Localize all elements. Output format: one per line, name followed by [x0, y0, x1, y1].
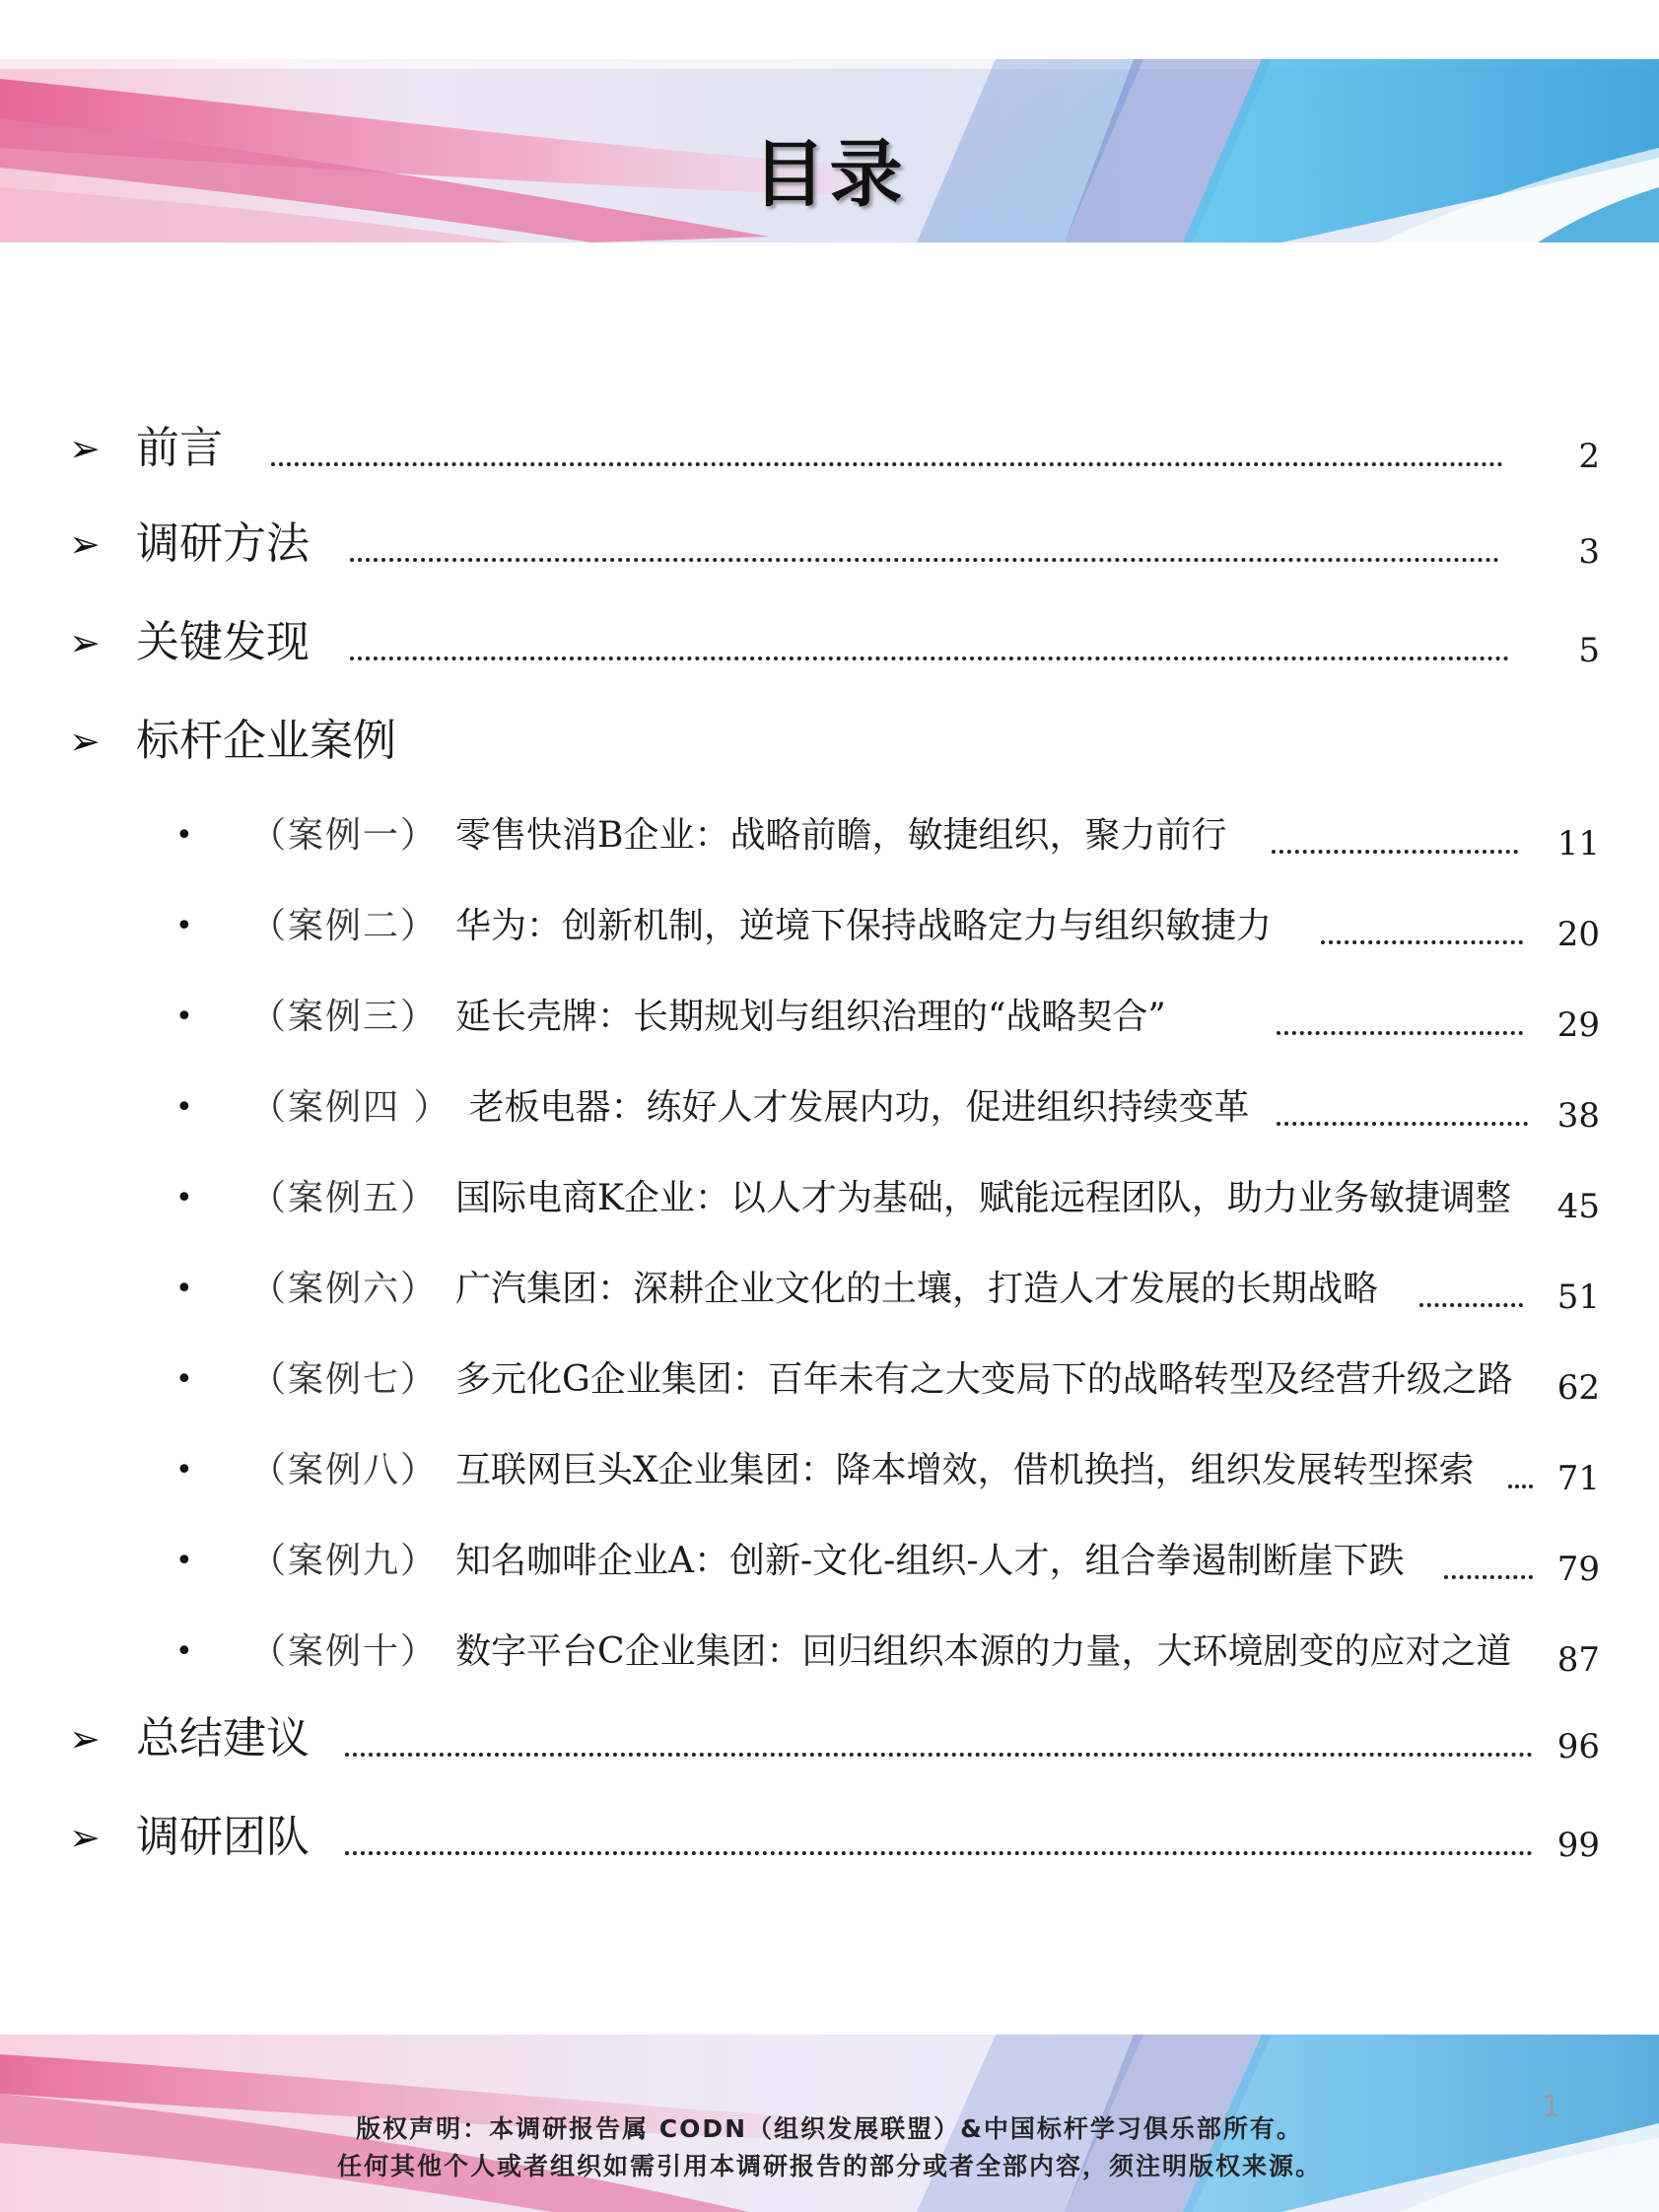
toc-item-label: 数字平台C企业集团：回归组织本源的力量，大环境剧变的应对之道	[455, 1631, 1512, 1672]
arrow-bullet-icon: ➢	[69, 522, 101, 566]
toc-item-label: 华为：创新机制，逆境下保持战略定力与组织敏捷力	[455, 906, 1273, 946]
toc-item-label: 广汽集团：深耕企业文化的土壤，打造人才发展的长期战略	[455, 1269, 1379, 1309]
toc-item-page: 96	[1556, 1727, 1600, 1766]
case-number: （案例四 ）	[250, 1087, 451, 1128]
toc-item-case-6[interactable]	[0, 1250, 1659, 1329]
bullet-icon: •	[175, 1272, 193, 1306]
dot-leader	[345, 1753, 1533, 1757]
bullet-icon: •	[175, 1000, 193, 1034]
arrow-bullet-icon: ➢	[69, 1717, 101, 1761]
toc-item-label: 互联网巨头X企业集团：降本增效，借机换挡，组织发展转型探索	[455, 1450, 1475, 1490]
toc-item-summary[interactable]	[0, 1699, 1659, 1778]
toc-item-page: 2	[1578, 437, 1600, 476]
dot-leader	[271, 462, 1503, 466]
toc-item-benchmark-cases[interactable]	[0, 702, 1659, 781]
dot-leader	[345, 1851, 1533, 1855]
toc-item-page: 71	[1556, 1459, 1600, 1498]
toc-item-label: 关键发现	[136, 617, 310, 667]
toc-item-label: 多元化G企业集团：百年未有之大变局下的战略转型及经营升级之路	[455, 1359, 1513, 1400]
case-number: （案例一）	[250, 815, 439, 856]
case-number: （案例九）	[250, 1541, 439, 1581]
dot-leader	[1272, 850, 1518, 854]
dot-leader	[1277, 1031, 1523, 1035]
toc-item-label: 国际电商K企业：以人才为基础，赋能远程团队，助力业务敏捷调整	[455, 1178, 1511, 1218]
bullet-icon: •	[175, 1634, 193, 1669]
toc-item-label: 老板电器：练好人才发展内功，促进组织持续变革	[468, 1087, 1250, 1128]
toc-item-page: 62	[1556, 1368, 1600, 1408]
toc-item-case-9[interactable]	[0, 1522, 1659, 1601]
toc-item-page: 29	[1556, 1005, 1600, 1045]
toc-item-page: 5	[1578, 631, 1600, 670]
case-number: （案例三）	[250, 997, 439, 1037]
bullet-icon: •	[175, 909, 193, 943]
dot-leader	[1321, 940, 1523, 944]
bullet-icon: •	[175, 1544, 193, 1578]
page-title: 目录	[752, 132, 907, 217]
toc-item-label: 调研团队	[136, 1812, 310, 1862]
toc-item-page: 87	[1556, 1640, 1600, 1680]
bullet-icon: •	[175, 1362, 193, 1397]
toc-item-label: 零售快消B企业：战略前瞻，敏捷组织，聚力前行	[455, 815, 1227, 856]
case-number: （案例八）	[250, 1450, 439, 1490]
toc-item-page: 79	[1556, 1550, 1600, 1589]
copyright-notice-line1: 版权声明：本调研报告属 CODN（组织发展联盟）&中国标杆学习俱乐部所有。	[356, 2114, 1303, 2143]
toc-item-case-8[interactable]	[0, 1431, 1659, 1510]
toc-item-case-1[interactable]	[0, 796, 1659, 875]
toc-item-page: 38	[1556, 1096, 1600, 1136]
toc-item-case-2[interactable]	[0, 887, 1659, 966]
toc-item-label: 前言	[136, 423, 223, 473]
toc-item-label: 知名咖啡企业A：创新-文化-组织-人才，组合拳遏制断崖下跌	[455, 1541, 1405, 1581]
bullet-icon: •	[175, 1453, 193, 1487]
bullet-icon: •	[175, 1090, 193, 1125]
dot-leader	[350, 558, 1499, 562]
toc-item-label: 总结建议	[136, 1713, 310, 1763]
toc-item-page: 3	[1578, 532, 1600, 572]
toc-item-methodology[interactable]	[0, 505, 1659, 584]
toc-item-case-4[interactable]	[0, 1069, 1659, 1147]
dot-leader	[350, 657, 1509, 660]
toc-item-case-7[interactable]	[0, 1341, 1659, 1419]
toc-item-research-team[interactable]	[0, 1798, 1659, 1877]
dot-leader	[1277, 1122, 1528, 1126]
toc-item-label: 标杆企业案例	[136, 716, 396, 766]
case-number: （案例十）	[250, 1631, 439, 1672]
toc-item-page: 51	[1556, 1278, 1600, 1317]
toc-item-label: 延长壳牌：长期规划与组织治理的“战略契合”	[455, 997, 1166, 1037]
case-number: （案例五）	[250, 1178, 439, 1218]
copyright-notice-line2: 任何其他个人或者组织如需引用本调研报告的部分或者全部内容，须注明版权来源。	[336, 2152, 1322, 2180]
toc-item-page: 11	[1556, 824, 1600, 864]
case-number: （案例七）	[250, 1359, 439, 1400]
page-number: 1	[1541, 2090, 1560, 2124]
dot-leader	[1419, 1303, 1523, 1307]
bullet-icon: •	[175, 1181, 193, 1215]
toc-item-case-5[interactable]	[0, 1159, 1659, 1238]
toc-item-page: 99	[1556, 1826, 1600, 1865]
arrow-bullet-icon: ➢	[69, 427, 101, 470]
toc-item-page: 45	[1556, 1187, 1600, 1226]
arrow-bullet-icon: ➢	[69, 720, 101, 763]
toc-item-case-10[interactable]	[0, 1613, 1659, 1692]
dot-leader	[1508, 1485, 1533, 1488]
bullet-icon: •	[175, 818, 193, 853]
toc-item-preface[interactable]	[0, 409, 1659, 488]
arrow-bullet-icon: ➢	[69, 1816, 101, 1859]
case-number: （案例二）	[250, 906, 439, 946]
toc-item-key-findings[interactable]	[0, 603, 1659, 682]
case-number: （案例六）	[250, 1269, 439, 1309]
toc-item-case-3[interactable]	[0, 978, 1659, 1057]
dot-leader	[1444, 1575, 1533, 1579]
toc-item-label: 调研方法	[136, 518, 310, 569]
toc-item-page: 20	[1556, 915, 1600, 954]
arrow-bullet-icon: ➢	[69, 621, 101, 664]
